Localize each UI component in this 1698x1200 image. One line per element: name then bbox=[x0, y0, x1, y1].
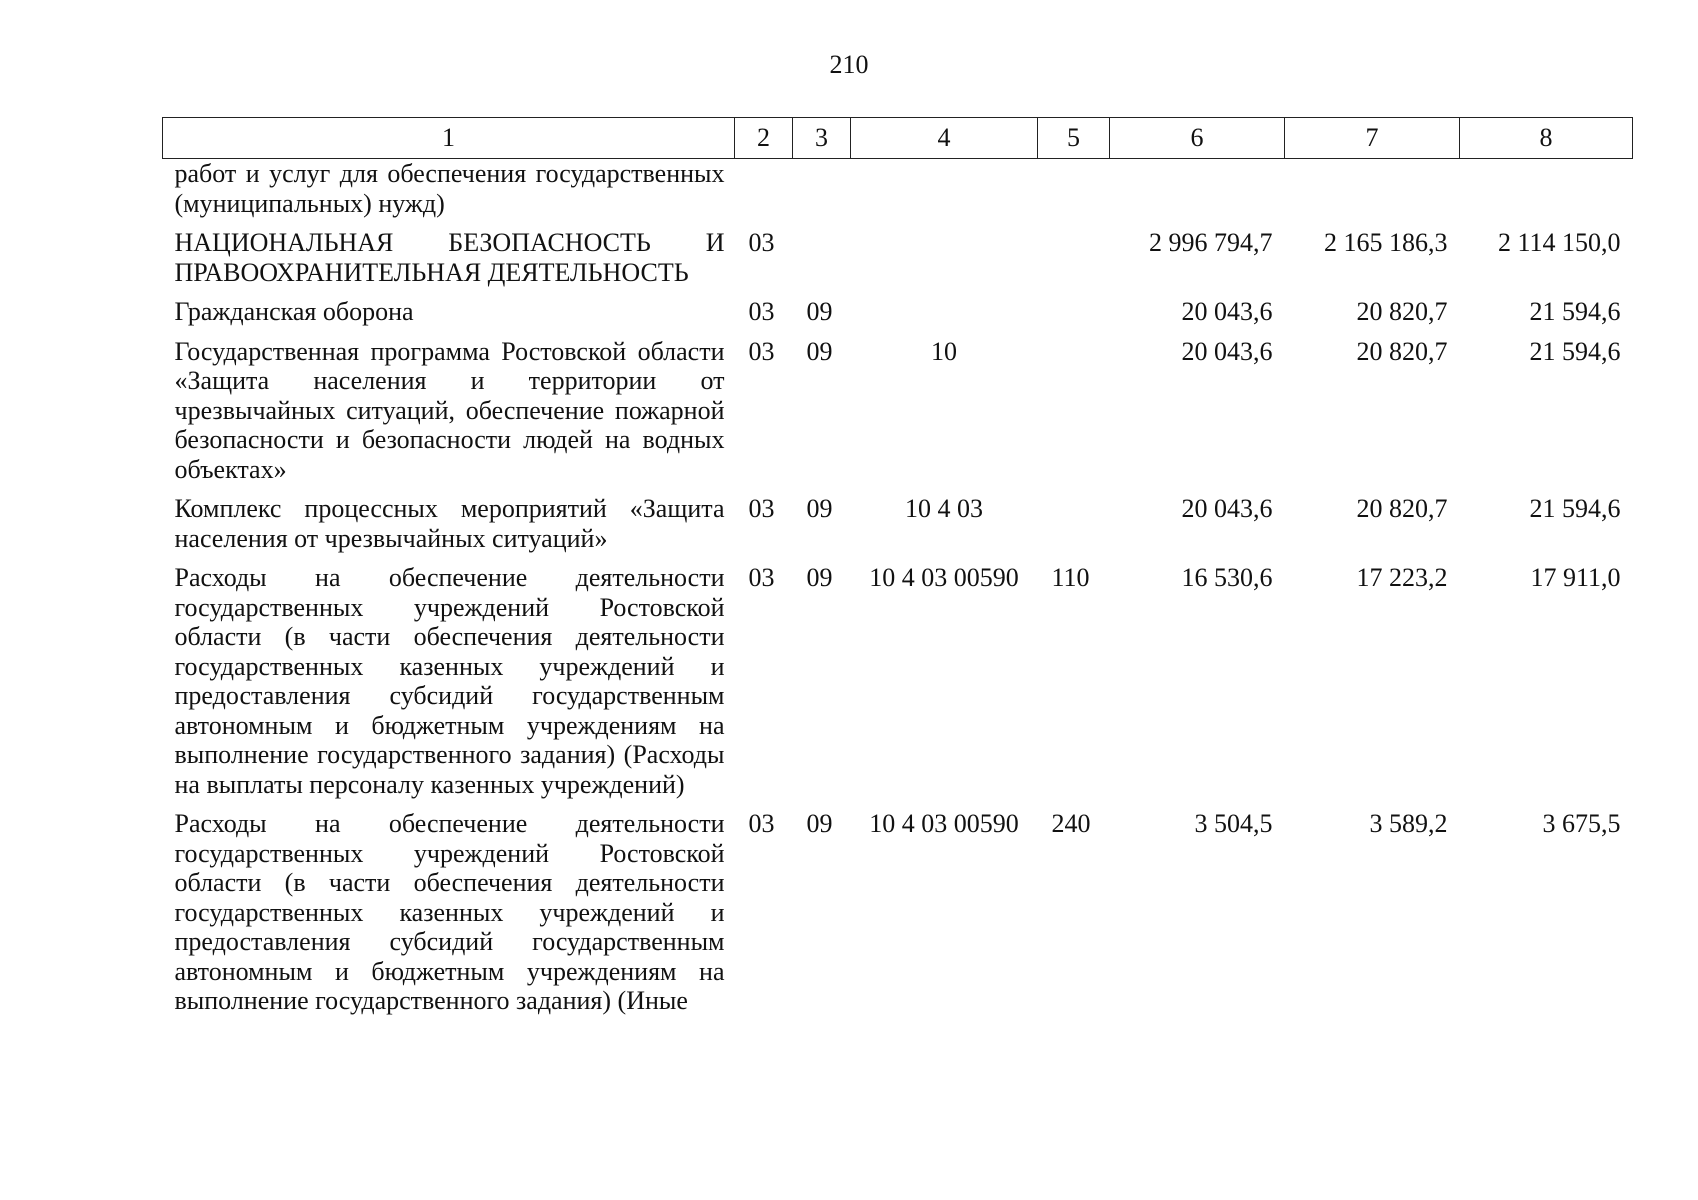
row-target-article: 10 4 03 00590 bbox=[869, 563, 1019, 592]
row-subsection: 09 bbox=[806, 563, 833, 592]
row-section: 03 bbox=[748, 494, 775, 523]
header-col-6: 6 bbox=[1110, 118, 1285, 159]
row-target-article bbox=[851, 159, 1038, 229]
row-subsection: 09 bbox=[806, 297, 833, 326]
budget-table-container bbox=[162, 117, 1632, 1026]
row-expense-type: 240 bbox=[1051, 809, 1091, 838]
row-target-article: 10 bbox=[931, 336, 957, 366]
row-amount-year3: 2 114 150,0 bbox=[1497, 228, 1621, 257]
row-amount-year2: 20 820,7 bbox=[1356, 336, 1448, 366]
row-target-article bbox=[851, 297, 1038, 337]
header-col-8: 8 bbox=[1460, 118, 1633, 159]
row-subsection: 09 bbox=[806, 494, 833, 523]
table-row bbox=[163, 809, 1633, 1026]
row-amount-year1 bbox=[1110, 159, 1285, 229]
row-amount-year1: 16 530,6 bbox=[1181, 563, 1273, 592]
row-amount-year2: 2 165 186,3 bbox=[1324, 228, 1448, 257]
table-row bbox=[163, 563, 1633, 809]
table-row bbox=[163, 297, 1633, 337]
row-expense-type bbox=[1038, 228, 1110, 297]
row-amount-year3: 21 594,6 bbox=[1529, 494, 1621, 523]
header-col-1: 1 bbox=[163, 118, 735, 159]
row-section bbox=[735, 159, 793, 229]
row-amount-year1: 20 043,6 bbox=[1181, 494, 1273, 523]
table-row bbox=[163, 494, 1633, 563]
row-amount-year3 bbox=[1460, 159, 1633, 229]
row-section: 03 bbox=[748, 297, 775, 326]
budget-table bbox=[162, 117, 1633, 1026]
header-col-7: 7 bbox=[1285, 118, 1460, 159]
row-amount-year2: 20 820,7 bbox=[1356, 494, 1448, 523]
row-target-article: 10 4 03 bbox=[905, 494, 983, 523]
row-expense-type: 110 bbox=[1051, 563, 1090, 592]
header-col-2: 2 bbox=[735, 118, 793, 159]
table-row bbox=[163, 228, 1633, 297]
table-row bbox=[163, 159, 1633, 229]
row-amount-year2 bbox=[1285, 159, 1460, 229]
row-target-article bbox=[851, 228, 1038, 297]
row-amount-year1: 20 043,6 bbox=[1181, 336, 1273, 366]
row-amount-year3: 3 675,5 bbox=[1542, 809, 1621, 838]
page-number: 210 bbox=[829, 50, 869, 79]
row-name: Расходы на обеспечение деятельности государственных учреждений Ростовской области (в части обеспечения деятельности государственных казенных учреждений и предоставления субсидий государственным автономным и бюджетным учреждениям на выполнение государственного задания) (Иные bbox=[174, 809, 725, 1015]
row-subsection: 09 bbox=[806, 336, 833, 366]
row-name: Комплекс процессных мероприятий «Защита населения от чрезвычайных ситуаций» bbox=[174, 494, 725, 553]
row-amount-year2: 20 820,7 bbox=[1356, 297, 1448, 326]
row-name: работ и услуг для обеспечения государственных (муниципальных) нужд) bbox=[174, 159, 725, 218]
row-target-article: 10 4 03 00590 bbox=[869, 809, 1019, 838]
row-amount-year3: 17 911,0 bbox=[1530, 563, 1621, 592]
header-col-5: 5 bbox=[1038, 118, 1110, 159]
row-amount-year2: 3 589,2 bbox=[1369, 809, 1448, 838]
row-subsection bbox=[793, 228, 851, 297]
row-name: Расходы на обеспечение деятельности государственных учреждений Ростовской области (в части обеспечения деятельности государственных казенных учреждений и предоставления субсидий государственным автономным и бюджетным учреждениям на выполнение государственного задания) (Расходы на выплаты персоналу казенных учреждений) bbox=[174, 563, 725, 799]
table-body bbox=[163, 159, 1633, 1026]
row-subsection bbox=[793, 159, 851, 229]
row-expense-type bbox=[1038, 297, 1110, 337]
header-row bbox=[163, 118, 1633, 159]
table-header bbox=[163, 118, 1633, 159]
row-section: 03 bbox=[748, 563, 775, 592]
row-expense-type bbox=[1038, 494, 1110, 563]
row-expense-type bbox=[1038, 159, 1110, 229]
row-name: Государственная программа Ростовской области «Защита населения и территории от чрезвычайных ситуаций, обеспечение пожарной безопасности и безопасности людей на водных объектах» bbox=[174, 336, 725, 484]
row-amount-year3: 21 594,6 bbox=[1529, 336, 1621, 366]
row-section: 03 bbox=[748, 228, 775, 257]
row-name: НАЦИОНАЛЬНАЯ БЕЗОПАСНОСТЬ И ПРАВООХРАНИТЕЛЬНАЯ ДЕЯТЕЛЬНОСТЬ bbox=[174, 228, 725, 287]
row-amount-year1: 2 996 794,7 bbox=[1149, 228, 1273, 257]
row-name: Гражданская оборона bbox=[174, 297, 414, 326]
table-row bbox=[163, 337, 1633, 495]
row-section: 03 bbox=[748, 809, 775, 838]
row-section: 03 bbox=[748, 336, 775, 366]
row-amount-year2: 17 223,2 bbox=[1356, 563, 1448, 592]
row-expense-type bbox=[1038, 337, 1110, 495]
row-amount-year1: 3 504,5 bbox=[1194, 809, 1273, 838]
header-col-4: 4 bbox=[851, 118, 1038, 159]
row-amount-year3: 21 594,6 bbox=[1529, 297, 1621, 326]
row-amount-year1: 20 043,6 bbox=[1181, 297, 1273, 326]
header-col-3: 3 bbox=[793, 118, 851, 159]
row-subsection: 09 bbox=[806, 809, 833, 838]
